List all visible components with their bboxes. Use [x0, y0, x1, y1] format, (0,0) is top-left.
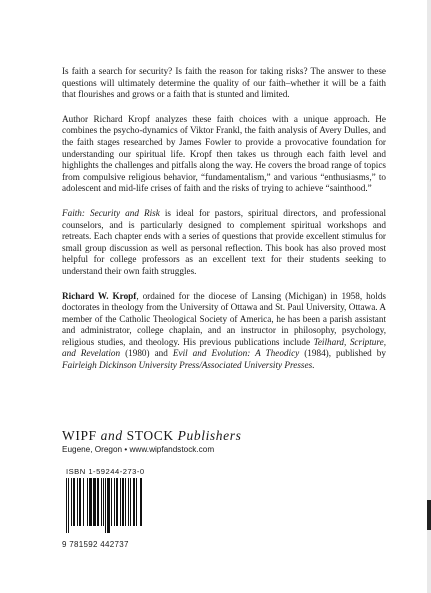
barcode-bar [120, 478, 121, 526]
barcode-bar [111, 478, 112, 526]
barcode-digits: 9 781592 442737 [62, 540, 129, 549]
barcode-bar [141, 478, 142, 526]
intro-paragraph: Is faith a search for security? Is faith the reason for taking risks? The answer to these questions will ultimately determine the quality of our faith–whether it will be a faith that flourishes and grows or a faith that is stunted and limited. [62, 66, 386, 100]
barcode-bar [93, 478, 96, 526]
publisher-name-stock: STOCK [122, 428, 178, 443]
publisher-name [62, 428, 241, 443]
previous-book-1: Teilhard, Scripture, and Revelation [62, 336, 386, 359]
publisher-name-publishers: Publishers [177, 428, 242, 443]
bio-text-1: , ordained for the diocese of Lansing (Michigan) in 1958, holds doctorates in theology from the University of Ottawa and St. Paul University, Ottawa. A member of the Catholic Theological Society of America, he has been a parish assistant and administrator, college chaplain, and an instructor in philosophy, psychology, religious studies, and theology. His previous publications include [62, 290, 386, 347]
isbn-label: ISBN 1-59244-273-0 [66, 467, 145, 476]
barcode-bar [114, 478, 115, 526]
previous-book-2: Evil and Evolution: A Theodicy [172, 348, 300, 359]
barcode-bar [71, 478, 72, 526]
barcode-bar [133, 478, 135, 526]
barcode-bar [107, 478, 110, 533]
isbn-barcode [62, 467, 162, 552]
barcode-bar [73, 478, 76, 526]
publisher-name-wipf: WIPF [62, 428, 101, 443]
book-title: Faith: Security and Risk [62, 207, 160, 218]
barcode-bar [68, 478, 69, 533]
barcode-bar [136, 478, 137, 526]
audience-paragraph [62, 208, 386, 278]
publisher-block [62, 428, 241, 455]
barcode-bar [87, 478, 88, 526]
barcode-bar [89, 478, 91, 526]
barcode-bars [62, 478, 162, 534]
bio-text-2: (1980) and [120, 348, 173, 359]
publisher-location: Eugene, Oregon • www.wipfandstock.com [62, 445, 215, 454]
page-edge-mark [427, 500, 431, 530]
barcode-bar [140, 478, 141, 526]
bio-text-3: (1984), published by [299, 348, 386, 359]
barcode-bar [128, 478, 129, 526]
barcode-bar [91, 478, 92, 526]
barcode-bar [105, 478, 106, 533]
barcode-bar [101, 478, 102, 526]
barcode-bar [66, 478, 67, 533]
barcode-bar [97, 478, 99, 526]
barcode-bar [103, 478, 104, 526]
author-approach-paragraph: Author Richard Kropf analyzes these faith choices with a unique approach. He combines the psycho-dynamics of Viktor Frankl, the faith analysis of Avery Dulles, and the faith stages researched by James Fowler to provide a provocative foundation for understanding our spiritual life. Kropf then takes us through each faith level and highlights the challenges and pitfalls along the way. He covers the broad range of topics from compulsive religious behavior, “fundamentalism,” and various “enthusiasms,” to adolescent and mid-life crises of faith and the risks of trying to achieve “sainthood.” [62, 113, 386, 194]
back-cover-text [62, 66, 386, 385]
publisher-name-and: and [100, 428, 123, 443]
author-name: Richard W. Kropf [62, 290, 137, 301]
barcode-bar [125, 478, 126, 526]
publisher-press: Fairleigh Dickinson University Press/Associated University Presses [62, 360, 313, 371]
audience-text: is ideal for pastors, spiritual directors, and professional counselors, and is particularly designed to complement spiritual workshops and retreats. Each chapter ends with a series of questions that provide excellent stimulus for small group discussion as well as personal reflection. This book has also proved most helpful for college professors as an excellent text for their students seeking to understand their own faith struggles. [62, 207, 386, 276]
barcode-bar [122, 478, 125, 526]
author-bio-paragraph [62, 291, 386, 372]
barcode-bar [79, 478, 81, 526]
barcode-bar [116, 478, 118, 526]
barcode-bar [130, 478, 131, 526]
bio-text-end: . [312, 360, 315, 371]
barcode-bar [77, 478, 78, 526]
barcode-bar [83, 478, 84, 526]
